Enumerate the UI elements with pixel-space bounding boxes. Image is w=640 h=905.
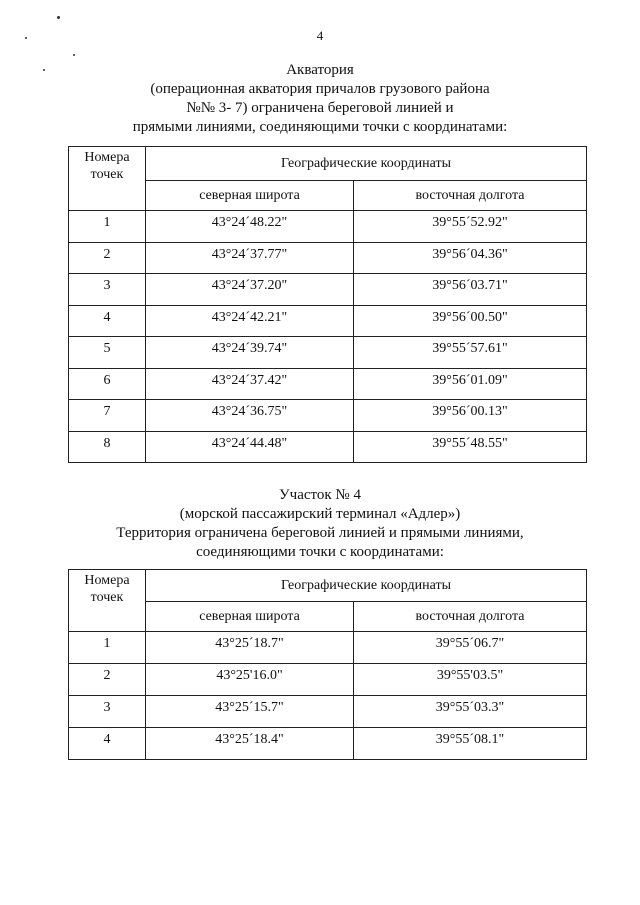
section1-line-3: №№ 3- 7) ограничена береговой линией и [186,100,454,116]
cell-latitude: 43°24´48.22" [146,211,354,243]
col-header-longitude: восточная долгота [354,181,587,211]
table-row [69,632,587,664]
cell-longitude: 39°55´52.92" [354,211,587,243]
cell-latitude: 43°24´37.77" [146,242,354,274]
col-header-latitude: северная широта [146,181,354,211]
cell-longitude: 39°56´01.09" [354,368,587,400]
cell-longitude: 39°55´03.3" [354,696,587,728]
cell-point-number: 1 [69,211,146,243]
coordinates-table-1 [68,146,587,463]
table-row [69,400,587,432]
cell-latitude: 43°25'16.0" [146,664,354,696]
cell-longitude: 39°56´00.50" [354,305,587,337]
coordinates-table-2 [68,569,587,760]
cell-point-number: 4 [69,305,146,337]
cell-latitude: 43°24´44.48" [146,431,354,463]
cell-latitude: 43°24´37.42" [146,368,354,400]
cell-point-number: 4 [69,728,146,760]
cell-longitude: 39°56´04.36" [354,242,587,274]
section1-line-2: (операционная акватория причалов грузового района [150,81,490,97]
col-header-longitude: восточная долгота [354,602,587,632]
section1-line-4: прямыми линиями, соединяющими точки с координатами: [132,119,508,135]
col-header-latitude: северная широта [146,602,354,632]
table-row [69,368,587,400]
section2-heading [0,486,640,562]
cell-longitude: 39°55´48.55" [354,431,587,463]
section2-line-3: Территория ограничена береговой линией и прямыми линиями, [116,525,524,541]
table-row [69,211,587,243]
cell-latitude: 43°24´39.74" [146,337,354,369]
table-subheader-row [69,602,587,632]
cell-latitude: 43°24´42.21" [146,305,354,337]
cell-point-number: 5 [69,337,146,369]
cell-longitude: 39°55´57.61" [354,337,587,369]
cell-longitude: 39°55´08.1" [354,728,587,760]
cell-longitude: 39°56´03.71" [354,274,587,306]
cell-point-number: 8 [69,431,146,463]
table-header-row [69,570,587,602]
table-row [69,305,587,337]
scan-speck [73,54,75,56]
cell-latitude: 43°24´37.20" [146,274,354,306]
cell-latitude: 43°25´18.4" [146,728,354,760]
col-header-point-number: Номера точек [69,570,146,632]
cell-longitude: 39°55´06.7" [354,632,587,664]
col-header-geo-coordinates: Географические координаты [146,570,587,602]
cell-latitude: 43°25´18.7" [146,632,354,664]
section2-line-2: (морской пассажирский терминал «Адлер») [179,506,461,522]
cell-longitude: 39°55'03.5" [354,664,587,696]
cell-point-number: 6 [69,368,146,400]
page-number: 4 [316,28,324,43]
scan-speck [57,16,60,19]
cell-latitude: 43°25´15.7" [146,696,354,728]
table-header-row [69,147,587,181]
cell-point-number: 2 [69,664,146,696]
section2-title: Участок № 4 [279,487,361,503]
cell-latitude: 43°24´36.75" [146,400,354,432]
table-row [69,431,587,463]
table-row [69,696,587,728]
col-header-point-number: Номера точек [69,147,146,211]
table-row [69,274,587,306]
cell-point-number: 7 [69,400,146,432]
cell-longitude: 39°56´00.13" [354,400,587,432]
section1-title: Акватория [286,62,354,78]
table-row [69,242,587,274]
table-row [69,664,587,696]
section1-heading [0,61,640,137]
cell-point-number: 3 [69,696,146,728]
table-row [69,337,587,369]
section2-line-4: соединяющими точки с координатами: [196,544,444,560]
cell-point-number: 3 [69,274,146,306]
table-row [69,728,587,760]
table-subheader-row [69,181,587,211]
cell-point-number: 1 [69,632,146,664]
cell-point-number: 2 [69,242,146,274]
col-header-geo-coordinates: Географические координаты [146,147,587,181]
